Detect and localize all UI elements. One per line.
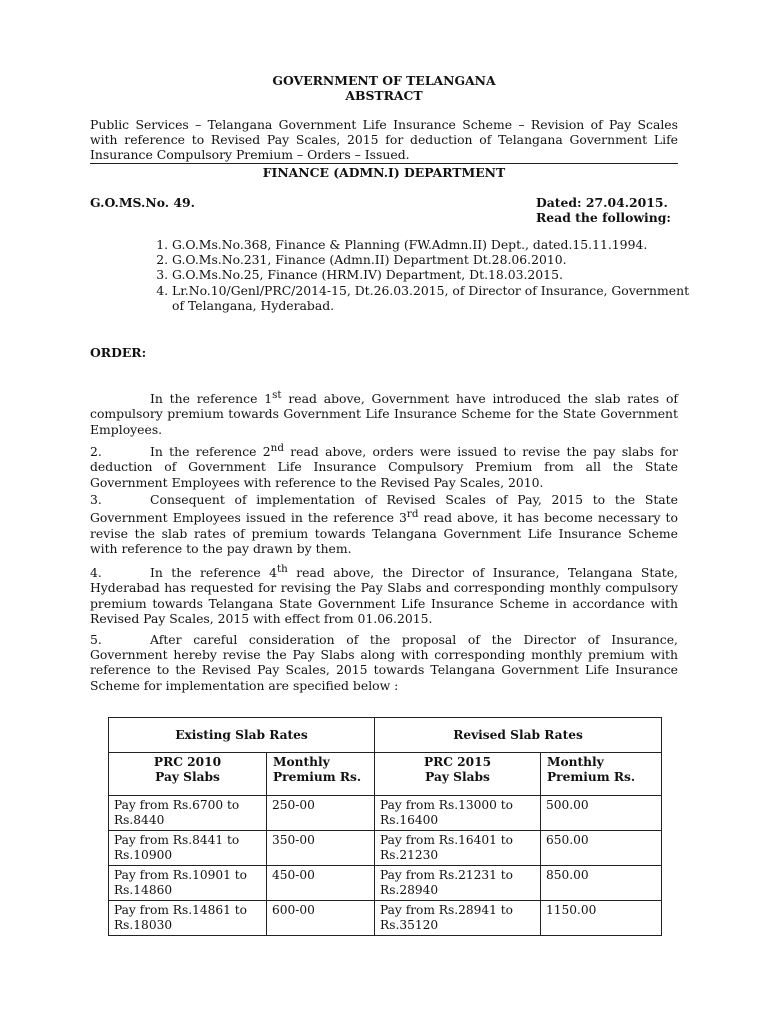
table-column-header (109, 753, 662, 796)
column-header: PRC 2015 Pay Slabs (375, 753, 541, 796)
revised-slab-heading: Revised Slab Rates (375, 718, 662, 753)
table-row (109, 831, 662, 866)
paragraph-3: 3. Consequent of implementation of Revised Scales of Pay, 2015 to the State Government Employees issued in the reference 3rd read above, it has become necessary to revise the slab rates of premium towards Telangana Government Life Insurance Scheme with reference to the pay drawn by them. (90, 492, 678, 556)
table-cell: 1150.00 (541, 901, 662, 936)
table-cell: Pay from Rs.10901 to Rs.14860 (109, 866, 267, 901)
table-cell: 500.00 (541, 796, 662, 831)
column-header: Monthly Premium Rs. (267, 753, 375, 796)
government-title: GOVERNMENT OF TELANGANA (272, 73, 496, 88)
table-cell: Pay from Rs.6700 to Rs.8440 (109, 796, 267, 831)
table-row (109, 866, 662, 901)
table-cell: 850.00 (541, 866, 662, 901)
abstract-title: ABSTRACT (345, 88, 423, 103)
read-following: Read the following: (536, 210, 672, 225)
existing-slab-heading: Existing Slab Rates (109, 718, 375, 753)
order-heading: ORDER: (90, 345, 147, 360)
reference-item: 1. G.O.Ms.No.368, Finance & Planning (FW.Admn.II) Dept., dated.15.11.1994. (172, 237, 702, 252)
department-title: FINANCE (ADMN.I) DEPARTMENT (262, 165, 506, 180)
reference-item: 4. Lr.No.10/Genl/PRC/2014-15, Dt.26.03.2015, of Director of Insurance, Government of Telangana, Hyderabad. (172, 283, 702, 313)
paragraph-1: In the reference 1st read above, Government have introduced the slab rates of compulsory premium towards Government Life Insurance Scheme for the State Government Employees. (90, 389, 678, 437)
column-header: Monthly Premium Rs. (541, 753, 662, 796)
table-cell: Pay from Rs.21231 to Rs.28940 (375, 866, 541, 901)
go-number: G.O.MS.No. 49. (90, 195, 195, 210)
table-cell: Pay from Rs.13000 to Rs.16400 (375, 796, 541, 831)
subject-text: Public Services – Telangana Government Life Insurance Scheme – Revision of Pay Scales with reference to Revised Pay Scales, 2015 for deduction of Telangana Government Life Insurance Compulsory Premium – Orders – Issued. (90, 117, 678, 163)
subject-divider (90, 163, 678, 164)
reference-item: 3. G.O.Ms.No.25, Finance (HRM.IV) Department, Dt.18.03.2015. (172, 267, 702, 282)
table-row (109, 796, 662, 831)
table-cell: 600-00 (267, 901, 375, 936)
reference-item: 2. G.O.Ms.No.231, Finance (Admn.II) Department Dt.28.06.2010. (172, 252, 702, 267)
table-cell: 250-00 (267, 796, 375, 831)
paragraph-2: 2. In the reference 2nd read above, orders were issued to revise the pay slabs for deduction of Government Life Insurance Compulsory Premium from all the State Government Employees with reference to the Revised Pay Scales, 2010. (90, 442, 678, 490)
table-cell: Pay from Rs.14861 to Rs.18030 (109, 901, 267, 936)
table-cell: 350-00 (267, 831, 375, 866)
table-cell: 650.00 (541, 831, 662, 866)
paragraph-5: 5. After careful consideration of the proposal of the Director of Insurance, Government hereby revise the Pay Slabs along with corresponding monthly premium with reference to the Revised Pay Scales, 2015 towards Telangana Government Life Insurance Scheme for implementation are specified below : (90, 632, 678, 693)
slab-rates-table (108, 717, 662, 936)
table-cell: Pay from Rs.28941 to Rs.35120 (375, 901, 541, 936)
column-header: PRC 2010 Pay Slabs (109, 753, 267, 796)
reference-list (150, 237, 702, 313)
paragraph-4: 4. In the reference 4th read above, the Director of Insurance, Telangana State, Hyderabad has requested for revising the Pay Slabs and corresponding monthly compulsory premium towards Telangana State Government Life Insurance Scheme in accordance with Revised Pay Scales, 2015 with effect from 01.06.2015. (90, 563, 678, 626)
table-cell: Pay from Rs.8441 to Rs.10900 (109, 831, 267, 866)
table-cell: 450-00 (267, 866, 375, 901)
go-date: Dated: 27.04.2015. (536, 195, 668, 210)
table-cell: Pay from Rs.16401 to Rs.21230 (375, 831, 541, 866)
table-row (109, 901, 662, 936)
table-group-header (109, 718, 662, 753)
